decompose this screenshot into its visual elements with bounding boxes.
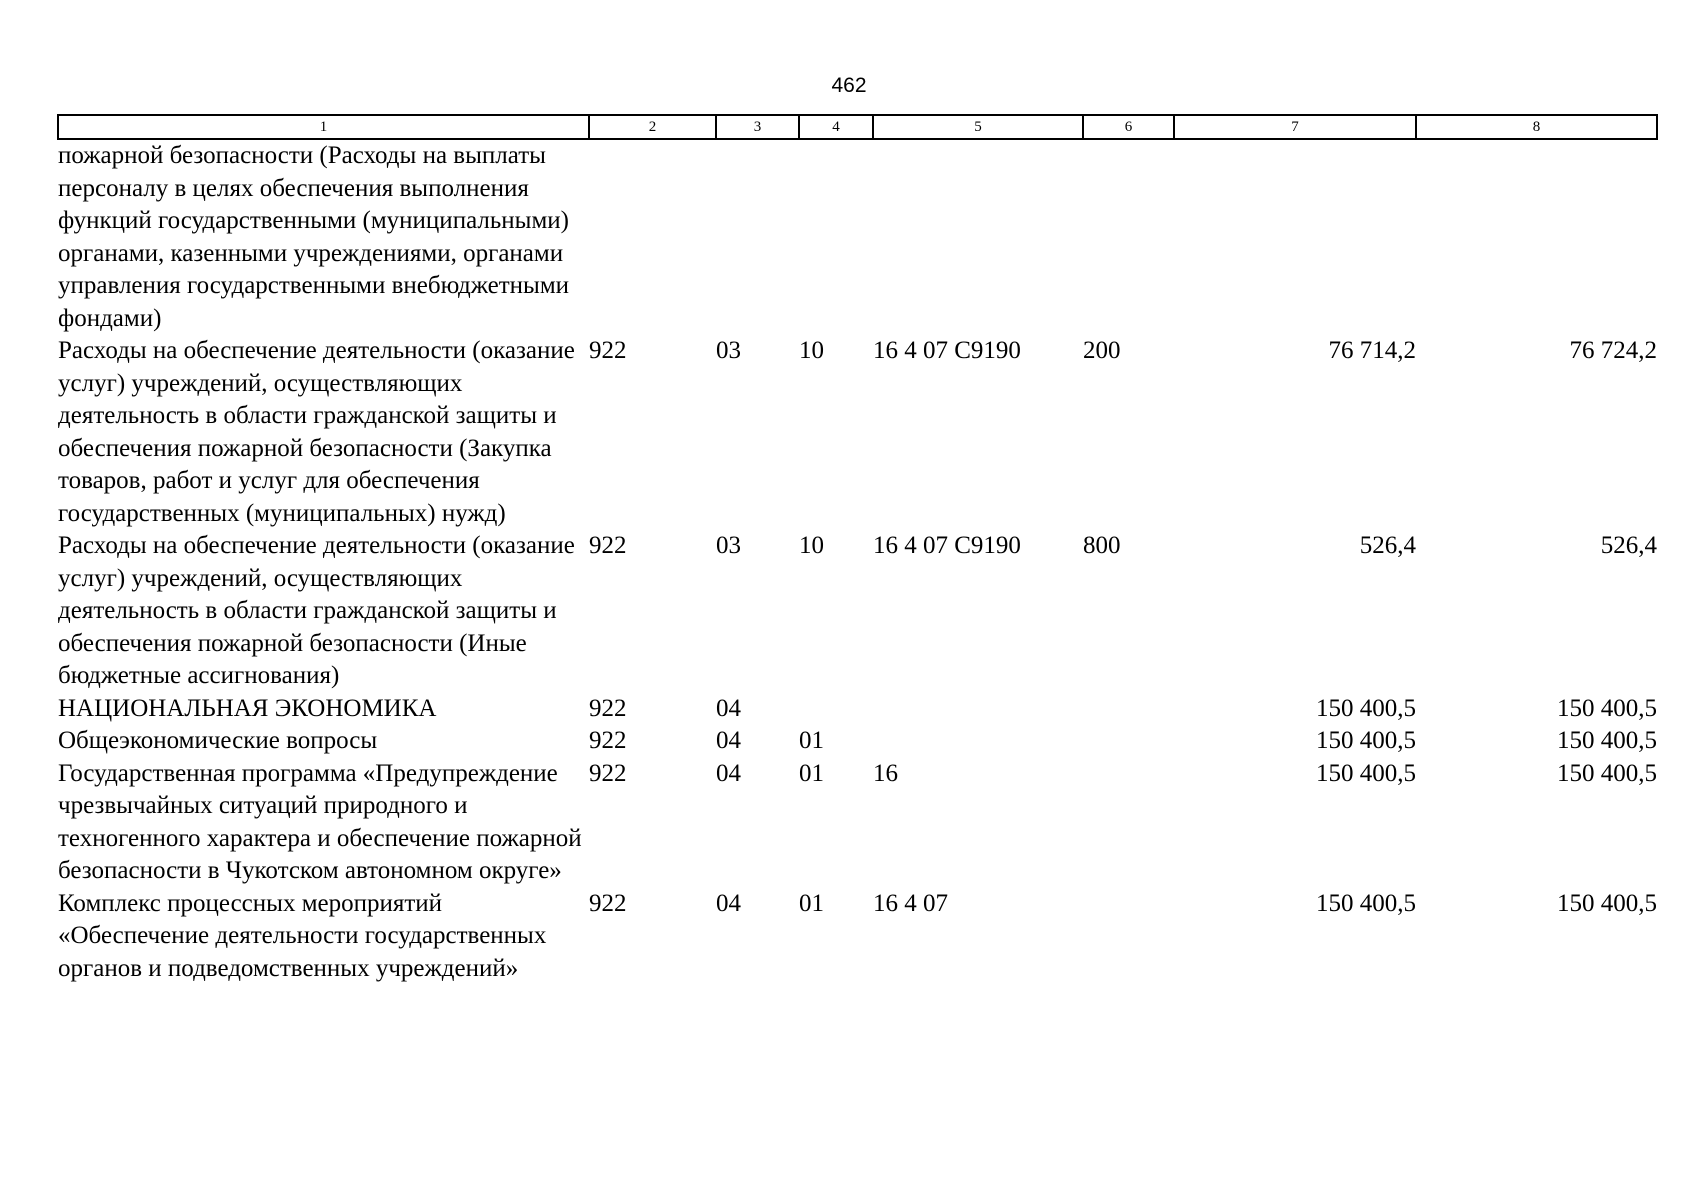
row-amount-col7: 526,4 <box>1359 532 1416 559</box>
table-row <box>58 888 1657 986</box>
table-row <box>58 139 1657 335</box>
budget-table <box>57 114 1658 985</box>
row-name: Расходы на обеспечение деятельности (оказание услуг) учреждений, осуществляющих деятельность в области гражданской защиты и обеспечения пожарной безопасности (Закупка товаров, работ и услуг для обеспечения государственных (муниципальных) нужд) <box>58 337 575 527</box>
column-header-7: 7 <box>1174 115 1416 139</box>
row-amount-col8: 150 400,5 <box>1557 889 1657 917</box>
row-ministry-code: 922 <box>589 694 627 722</box>
column-header-6: 6 <box>1083 115 1174 139</box>
row-target-article-code <box>873 139 1083 335</box>
row-amount-col7: 150 400,5 <box>1316 694 1416 722</box>
row-amount-col8: 526,4 <box>1600 532 1657 559</box>
row-name: Расходы на обеспечение деятельности (оказание услуг) учреждений, осуществляющих деятельность в области гражданской защиты и обеспечения пожарной безопасности (Иные бюджетные ассигнования) <box>58 532 575 689</box>
row-target-article-code: 16 4 07 <box>873 889 948 917</box>
column-header-8: 8 <box>1416 115 1657 139</box>
row-subsection-code <box>799 693 873 726</box>
table-row <box>58 693 1657 726</box>
row-ministry-code: 922 <box>589 337 627 364</box>
row-subsection-code: 01 <box>799 727 824 754</box>
page-number: 462 <box>831 74 867 97</box>
row-amount-col8: 150 400,5 <box>1557 727 1657 754</box>
row-subsection-code: 01 <box>799 889 824 917</box>
table-row <box>58 530 1657 693</box>
row-subsection-code: 10 <box>799 337 824 364</box>
table-row <box>58 335 1657 530</box>
row-expense-type-code <box>1083 139 1174 335</box>
row-target-article-code <box>873 693 1083 726</box>
row-section-code <box>716 139 799 335</box>
row-amount-col8: 76 724,2 <box>1569 337 1657 364</box>
column-header-3: 3 <box>716 115 799 139</box>
row-name: Государственная программа «Предупреждение чрезвычайных ситуаций природного и техногенного характера и обеспечение пожарной безопасности в Чукотском автономном округе» <box>58 759 582 884</box>
row-ministry-code <box>589 139 716 335</box>
row-amount-col8: 150 400,5 <box>1557 759 1657 787</box>
row-section-code: 03 <box>716 532 741 559</box>
row-expense-type-code <box>1083 725 1174 758</box>
table-row <box>58 758 1657 888</box>
column-header-2: 2 <box>589 115 716 139</box>
row-ministry-code: 922 <box>589 532 627 559</box>
row-target-article-code: 16 <box>873 759 898 787</box>
row-subsection-code: 01 <box>799 759 824 787</box>
row-section-code: 03 <box>716 337 741 364</box>
row-amount-col7: 150 400,5 <box>1316 727 1416 754</box>
row-name: пожарной безопасности (Расходы на выплаты персоналу в целях обеспечения выполнения функций государственными (муниципальными) органами, казенными учреждениями, органами управления государственными внебюджетными фондами) <box>58 142 570 332</box>
row-expense-type-code: 800 <box>1083 532 1121 559</box>
row-name: Комплекс процессных мероприятий «Обеспечение деятельности государственных органов и подведомственных учреждений» <box>58 889 547 982</box>
row-target-article-code <box>873 725 1083 758</box>
row-section-code: 04 <box>716 727 741 754</box>
row-amount-col7: 150 400,5 <box>1316 759 1416 787</box>
row-amount-col8 <box>1416 139 1657 335</box>
row-ministry-code: 922 <box>589 759 627 787</box>
row-section-code: 04 <box>716 759 741 787</box>
row-amount-col7: 150 400,5 <box>1316 889 1416 917</box>
row-amount-col8: 150 400,5 <box>1557 694 1657 722</box>
row-target-article-code: 16 4 07 С9190 <box>873 337 1021 364</box>
row-expense-type-code <box>1083 693 1174 726</box>
row-subsection-code: 10 <box>799 532 824 559</box>
row-ministry-code: 922 <box>589 727 627 754</box>
row-amount-col7 <box>1174 139 1416 335</box>
row-ministry-code: 922 <box>589 889 627 917</box>
row-subsection-code <box>799 139 873 335</box>
row-expense-type-code <box>1083 888 1174 986</box>
table-row <box>58 725 1657 758</box>
row-amount-col7: 76 714,2 <box>1328 337 1416 364</box>
row-section-code: 04 <box>716 889 741 917</box>
column-header-5: 5 <box>873 115 1083 139</box>
row-expense-type-code <box>1083 758 1174 888</box>
row-name: Общеэкономические вопросы <box>58 727 378 754</box>
row-section-code: 04 <box>716 694 741 722</box>
column-number-header-row <box>58 115 1657 139</box>
row-target-article-code: 16 4 07 С9190 <box>873 532 1021 559</box>
column-header-4: 4 <box>799 115 873 139</box>
row-name: НАЦИОНАЛЬНАЯ ЭКОНОМИКА <box>58 694 437 722</box>
row-expense-type-code: 200 <box>1083 337 1121 364</box>
column-header-1: 1 <box>58 115 589 139</box>
